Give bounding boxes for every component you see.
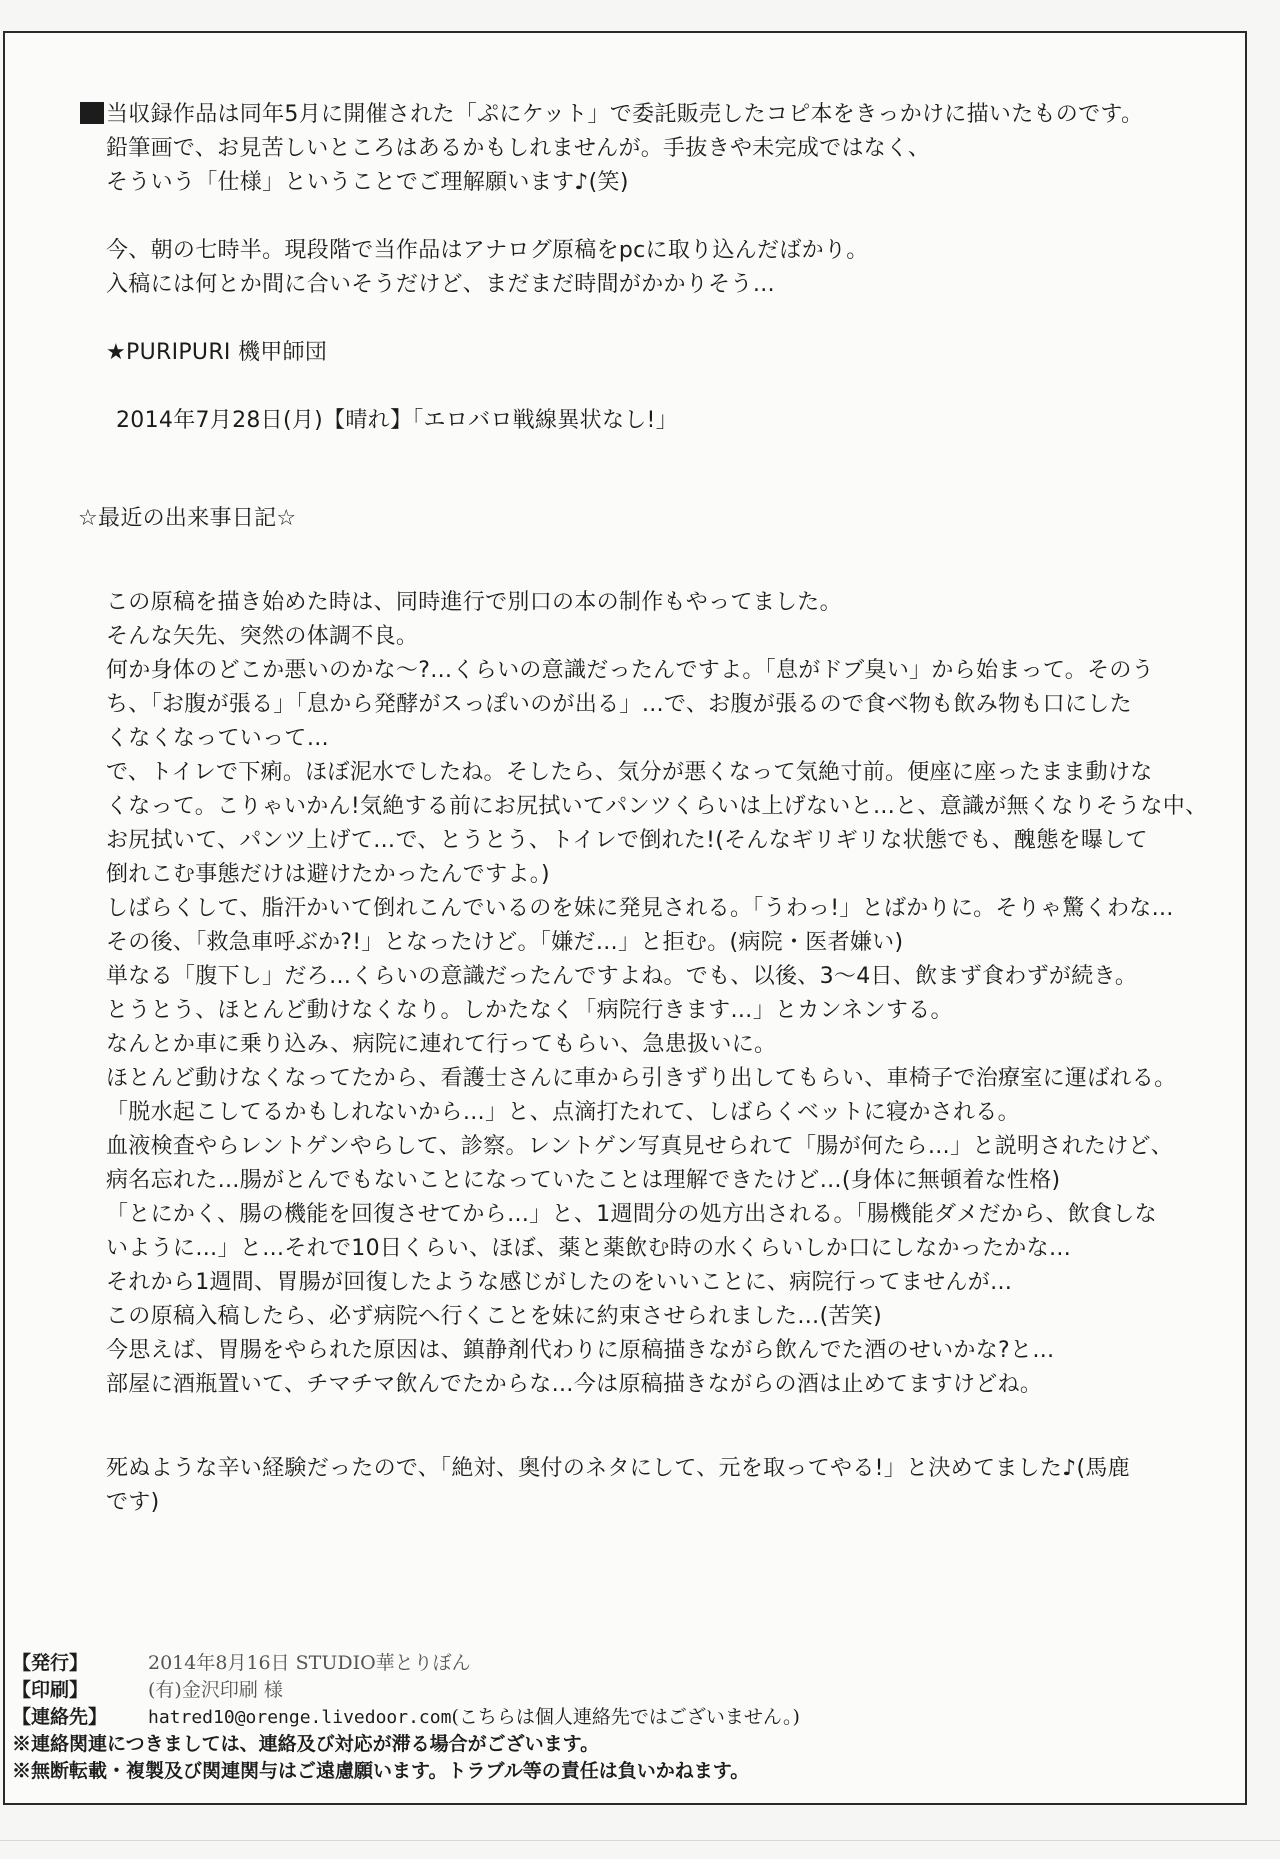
diary-line: 病名忘れた…腸がとんでもないことになっていたことは理解できたけど…(身体に無頓着な性格)	[106, 1168, 1061, 1193]
diary-line: いように…」と…それで10日くらい、ほぼ、薬と薬飲む時の水くらいしか口にしなかったかな…	[106, 1236, 1072, 1261]
diary-line: とうとう、ほとんど動けなくなり。しかたなく「病院行きます…」とカンネンする。	[106, 998, 953, 1023]
diary-line: それから1週間、胃腸が回復したような感じがしたのをいいことに、病院行ってませんが…	[106, 1270, 1013, 1295]
diary-line: 何か身体のどこか悪いのかな〜?…くらいの意識だったんですよ。「息がドブ臭い」から始まって。そのう	[106, 658, 1154, 683]
bottom-rule	[0, 1840, 1280, 1841]
diary-heading: ☆最近の出来事日記☆	[78, 506, 297, 531]
closing-line-2: です)	[106, 1490, 160, 1515]
contact-note: (こちらは個人連絡先ではございません。)	[451, 1706, 800, 1728]
diary-line: 血液検査やらレントゲンやらして、診察。レントゲン写真見せられて「腸が何たら…」と説明されたけど、	[106, 1134, 1174, 1159]
diary-line: ほとんど動けなくなってたから、看護士さんに車から引きずり出してもらい、車椅子で治療室に運ばれる。	[106, 1066, 1177, 1091]
colophon-note-2: ※無断転載・複製及び関連関与はご遠慮願います。トラブル等の責任は負いかねます。	[12, 1760, 750, 1782]
print-label: 【印刷】	[12, 1679, 89, 1701]
diary-line: ち、「お腹が張る」「息から発酵がスっぽいのが出る」…で、お腹が張るので食べ物も飲み物も口にした	[106, 692, 1132, 717]
contact-label: 【連絡先】	[12, 1706, 108, 1728]
intro-line-2: 鉛筆画で、お見苦しいところはあるかもしれませんが。手抜きや未完成ではなく、	[106, 136, 931, 161]
status-line-2: 入稿には何とか間に合いそうだけど、まだまだ時間がかかりそう…	[106, 272, 776, 297]
afterword-text	[78, 98, 1208, 1520]
intro-line-1: 当収録作品は同年5月に開催された「ぷにケット」で委託販売したコピ本をきっかけに描いたものです。	[80, 98, 1190, 132]
circle-name: ★PURIPURI 機甲師団	[106, 340, 328, 365]
diary-line: その後、「救急車呼ぶか?!」となったけど。「嫌だ…」と拒む。(病院・医者嫌い)	[106, 930, 904, 955]
diary-line: そんな矢先、突然の体調不良。	[106, 624, 419, 649]
diary-line: しばらくして、脂汗かいて倒れこんでいるのを妹に発見される。「うわっ!」とばかりに。そりゃ驚くわな…	[106, 896, 1174, 921]
square-bullet-icon	[80, 102, 104, 124]
print-value: (有)金沢印刷 様	[148, 1679, 283, 1701]
diary-line: くなくなっていって…	[106, 726, 330, 751]
diary-line: 今思えば、胃腸をやられた原因は、鎮静剤代わりに原稿描きながら飲んでた酒のせいかな?と…	[106, 1338, 1055, 1363]
diary-line: 単なる「腹下し」だろ…くらいの意識だったんですよね。でも、以後、3〜4日、飲まず食わずが続き。	[106, 964, 1138, 989]
diary-line: くなって。こりゃいかん!気絶する前にお尻拭いてパンツくらいは上げないと…と、意識が無くなりそうな中、	[106, 794, 1208, 819]
diary-line: 倒れこむ事態だけは避けたかったんですよ。)	[106, 862, 550, 887]
diary-line: なんとか車に乗り込み、病院に連れて行ってもらい、急患扱いに。	[106, 1032, 777, 1057]
colophon	[12, 1650, 1212, 1785]
intro-line-3: そういう「仕様」ということでご理解願います♪(笑)	[106, 170, 629, 195]
contact-email[interactable]: hatred10@orenge.livedoor.com	[148, 1707, 452, 1728]
colophon-publish	[12, 1650, 1212, 1677]
status-line-1: 今、朝の七時半。現段階で当作品はアナログ原稿をpcに取り込んだばかり。	[106, 238, 869, 263]
diary-line: で、トイレで下痢。ほぼ泥水でしたね。そしたら、気分が悪くなって気絶寸前。便座に座ったまま動けな	[106, 760, 1153, 785]
diary-body	[80, 586, 1208, 1402]
closing-line-1: 死ぬような辛い経験だったので、「絶対、奥付のネタにして、元を取ってやる!」と決めてました♪(馬鹿	[106, 1456, 1130, 1481]
diary-line: この原稿入稿したら、必ず病院へ行くことを妹に約束させられました…(苦笑)	[106, 1304, 882, 1329]
publish-label: 【発行】	[12, 1652, 89, 1674]
dateline: 2014年7月28日(月)【晴れ】「エロバロ戦線異状なし!」	[116, 408, 678, 433]
colophon-note-1: ※連絡関連につきましては、連絡及び対応が滞る場合がございます。	[12, 1733, 600, 1755]
diary-line: お尻拭いて、パンツ上げて…で、とうとう、トイレで倒れた!(そんなギリギリな状態でも、醜態を曝して	[106, 828, 1148, 853]
colophon-print	[12, 1677, 1212, 1704]
publish-value: 2014年8月16日 STUDIO華とりぼん	[148, 1652, 471, 1674]
diary-line: 「とにかく、腸の機能を回復させてから…」と、1週間分の処方出される。「腸機能ダメだから、飲食しな	[106, 1202, 1157, 1227]
colophon-contact	[12, 1704, 1212, 1731]
diary-line: 部屋に酒瓶置いて、チマチマ飲んでたからな…今は原稿描きながらの酒は止めてますけどね。	[106, 1372, 1043, 1397]
diary-line: 「脱水起こしてるかもしれないから…」と、点滴打たれて、しばらくベットに寝かされる。	[106, 1100, 1020, 1125]
diary-line: この原稿を描き始めた時は、同時進行で別口の本の制作もやってました。	[106, 590, 842, 615]
